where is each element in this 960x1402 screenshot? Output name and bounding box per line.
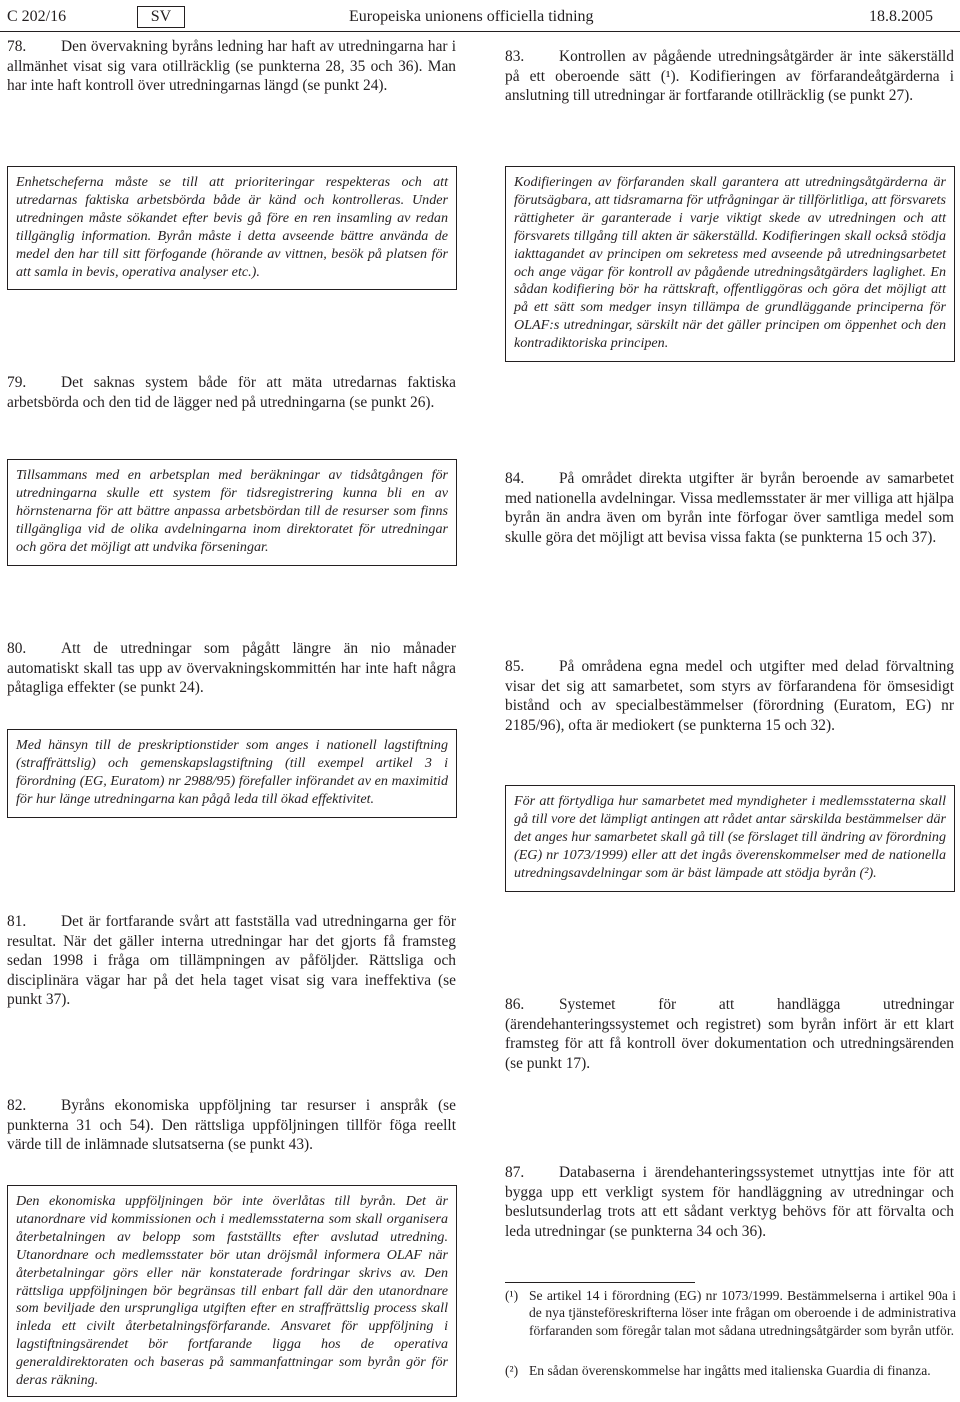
paragraph-text: Kontrollen av pågående utredningsåtgärder är inte säkerställd på ett oberoende sätt (¹). Kodifieringen av förfarandeåtgärderna i anslutning till utredningar är fortfarande otillräcklig (se punkt 27). bbox=[505, 48, 954, 105]
paragraph-83 bbox=[505, 47, 954, 106]
paragraph-82 bbox=[7, 1096, 456, 1155]
footnote-rule bbox=[505, 1282, 695, 1283]
footnote-1 bbox=[505, 1287, 956, 1339]
header-rule bbox=[0, 31, 960, 32]
language-badge: SV bbox=[137, 6, 185, 28]
footnote-2 bbox=[505, 1362, 956, 1379]
paragraph-79 bbox=[7, 373, 456, 412]
page-reference: C 202/16 bbox=[7, 8, 67, 25]
recommendation-box-85: För att förtydliga hur samarbetet med myndigheter i medlemsstaterna skall gå till vore det lämpligt antingen att rådet antar särskilda bestämmelser där det anges hur samarbetet skall gå till (se förslaget till ändring av förordning (EG) nr 1073/1999) eller att det ingås överenskommelser med de nationella utredningsavdelningar som är bäst lämpade att stödja byrån (²). bbox=[505, 785, 955, 892]
paragraph-text: Det är fortfarande svårt att fastställa vad utredningarna ger för resultat. När det gäller interna utredningar har det gjorts få framsteg sedan 1998 i fråga om tillämpningen av påföljder. Rättsliga och disciplinära vägar har på det hela taget visat sig vara ineffektiva (se punkt 37). bbox=[7, 913, 456, 1009]
recommendation-box-82: Den ekonomiska uppföljningen bör inte överlåtas till byrån. Det är utanordnare vid kommissionen och i medlemsstaterna som skall organisera återbetalningen av belopp som fastställts efter avslutad utredning. Utanordnare och medlemsstater bör utan dröjsmål informera OLAF när återbetalningar görs eller när konstaterade fordringar skrivs av. Den rättsliga uppföljningen bör begränsas till enbart fall där den utanordnare som beviljade den ursprungliga utgiften efter en straffrättslig process skall inleda ett civilt återbetalningsförfarande. Ansvaret för uppföljning i lagstiftningsärendet bör fortfarande ligga hos de operativa generaldirektoraten och baseras på sammanfattningar som byrån gör för deras räkning. bbox=[7, 1185, 457, 1397]
paragraph-86 bbox=[505, 995, 954, 1073]
paragraph-78 bbox=[7, 37, 456, 96]
footnote-text: En sådan överenskommelse har ingåtts med italienska Guardia di finanza. bbox=[529, 1363, 931, 1378]
paragraph-text: Systemet för att handlägga utredningar (ärendehanteringssystemet och registret) som byrån infört är ett klart framsteg för att få kontroll över dokumentation och utredningsärenden (se punkt 17). bbox=[505, 996, 954, 1072]
paragraph-84 bbox=[505, 469, 954, 547]
recommendation-box-80: Med hänsyn till de preskriptionstider som anges i nationell lagstiftning (straffrättslig) och gemenskapslagstiftning (till exempel artikel 3 i förordning (EG, Euratom) nr 2988/95) förefaller införandet av en maximitid för hur länge utredningarna kan pågå leda till ökad effektivitet. bbox=[7, 729, 457, 818]
paragraph-number: 84. bbox=[505, 470, 525, 487]
publication-date: 18.8.2005 bbox=[869, 8, 933, 25]
paragraph-number: 85. bbox=[505, 658, 525, 675]
paragraph-number: 80. bbox=[7, 640, 27, 657]
paragraph-number: 79. bbox=[7, 374, 27, 391]
paragraph-87 bbox=[505, 1163, 954, 1241]
recommendation-box-78: Enhetscheferna måste se till att prioriteringar respekteras och att utredarnas faktiska arbetsbörda både är känd och kontrolleras. Under utredningen måste sökandet efter bevis gå före en ren insamling av redan tillgänglig information. Byrån måste i detta avseende bättre använda de medel den har till sitt förfogande (hörande av vittnen, besök på platsen för att samla in bevis, operativa analyser etc.). bbox=[7, 166, 457, 290]
paragraph-number: 78. bbox=[7, 38, 27, 55]
paragraph-number: 82. bbox=[7, 1097, 27, 1114]
paragraph-81 bbox=[7, 912, 456, 1010]
footnote-text: Se artikel 14 i förordning (EG) nr 1073/1999. Bestämmelserna i artikel 90a i de nya tjänsteföreskrifterna löser inte frågan om oberoende i de administrativa förfaranden som föregår talan mot sådana utredningsåtgärder som byrån utför. bbox=[529, 1288, 956, 1338]
paragraph-number: 81. bbox=[7, 913, 27, 930]
paragraph-number: 86. bbox=[505, 996, 525, 1013]
footnote-marker: (¹) bbox=[505, 1288, 519, 1303]
paragraph-text: På området direkta utgifter är byrån beroende av samarbetet med nationella avdelningar. Vissa medlemsstater är mer villiga att hjälpa byrån än andra även om byrån inte förfogar över samtliga medel som skulle göra det möjligt att bevisa vissa fakta (se punkterna 15 och 37). bbox=[505, 470, 954, 546]
paragraph-85 bbox=[505, 657, 954, 735]
recommendation-box-83: Kodifieringen av förfaranden skall garantera att utredningsåtgärderna är förutsägbara, att tidsramarna för utfrågningar är tillförlitliga, att försvarets rättigheter är garanterade i varje viktigt skede av utredningen och att försvarets tillgång till akten är säkerställd. Kodifieringen skall också stödja iakttagandet av principen om sekretess med avseende på utredningsarbetet och ange vägar för kontroll av pågående utredningsåtgärders laglighet. En sådan kodifiering bör ha rättskraft, offentliggöras och göra det möjligt att på ett sätt som medger insyn tillämpa de grundläggande principerna för OLAF:s utredningar, särskilt när det gäller principen om öppenhet och den kontradiktoriska principen. bbox=[505, 166, 955, 362]
paragraph-number: 87. bbox=[505, 1164, 525, 1181]
paragraph-text: Att de utredningar som pågått längre än nio månader automatiskt skall tas upp av övervakningskommittén har inte haft några påtagliga effekter (se punkt 24). bbox=[7, 640, 456, 697]
journal-title: Europeiska unionens officiella tidning bbox=[349, 8, 594, 25]
paragraph-text: Den övervakning byråns ledning har haft av utredningarna har i allmänhet visat sig vara otillräcklig (se punkterna 28, 35 och 36). Man har inte haft kontroll över utredningarnas längd (se punkt 24). bbox=[7, 38, 456, 95]
page-header bbox=[0, 7, 960, 29]
paragraph-text: Databaserna i ärendehanteringssystemet utnyttjas inte för att bygga upp ett verkligt system för handläggning av utredningar och beslutsunderlag trots att ett sådant verktyg behövs för att förvalta och leda utredningar (se punkterna 34 och 36). bbox=[505, 1164, 954, 1240]
footnote-marker: (²) bbox=[505, 1363, 519, 1378]
paragraph-80 bbox=[7, 639, 456, 698]
paragraph-text: På områdena egna medel och utgifter med delad förvaltning visar det sig att samarbetet, som styrs av förfarandena för ömsesidigt bistånd och av specialbestämmelser (förordning (Euratom, EG) nr 2185/96), ofta är mediokert (se punkterna 15 och 32). bbox=[505, 658, 954, 734]
paragraph-number: 83. bbox=[505, 48, 525, 65]
paragraph-text: Det saknas system både för att mäta utredarnas faktiska arbetsbörda och den tid de lägger ned på utredningarna (se punkt 26). bbox=[7, 374, 456, 411]
recommendation-box-79: Tillsammans med en arbetsplan med beräkningar av tidsåtgången för utredningarna skulle ett system för tidsregistrering kunna bli en av hörnstenarna för att bättre anpassa arbetsbördan till de resurser som finns tillgängliga vid de olika avdelningarna inom direktoratet för utredningar och göra det möjligt att undvika förseningar. bbox=[7, 459, 457, 566]
paragraph-text: Byråns ekonomiska uppföljning tar resurser i anspråk (se punkterna 31 och 54). Den rättsliga uppföljningen tillför föga reellt värde till de inlämnade slutsatserna (se punkt 43). bbox=[7, 1097, 456, 1154]
